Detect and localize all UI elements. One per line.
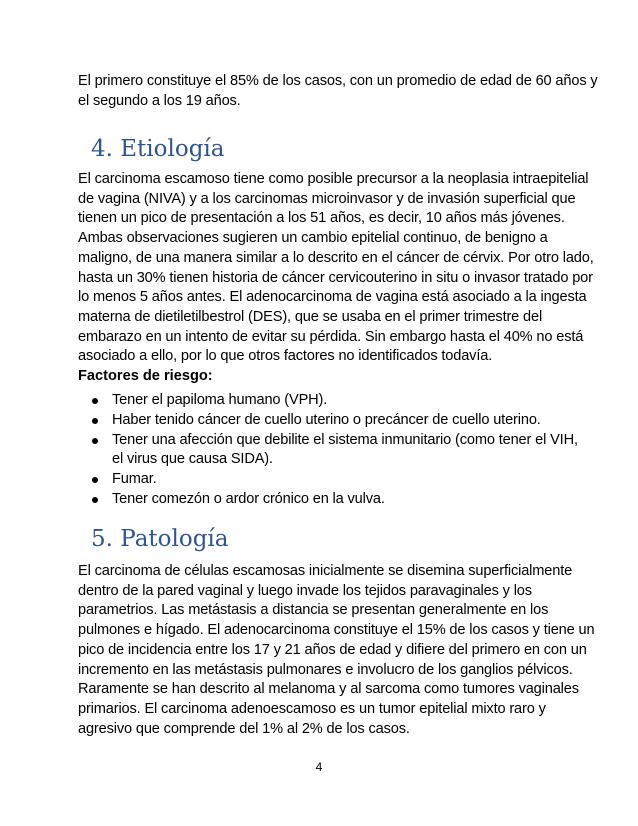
text-line: lo menos 5 años antes. El adenocarcinoma de vagina está asociado a la ingesta [78, 289, 587, 306]
text-line: incremento en las metástasis pulmonares e involucro de los ganglios pélvicos. [78, 661, 573, 678]
list-item-text: el virus que causa SIDA). [112, 451, 273, 468]
risk-factors-heading: Factores de riesgo: [78, 368, 213, 384]
list-item [78, 411, 578, 431]
list-item-text: Tener una afección que debilite el sistema inmunitario (como tener el VIH, [112, 431, 578, 448]
list-item [78, 470, 578, 490]
text-line: tienen un pico de presentación a los 51 años, es decir, 10 años más jóvenes. [78, 210, 565, 227]
text-line: El carcinoma de células escamosas inicialmente se disemina superficialmente [78, 563, 573, 579]
bullet-icon [92, 438, 98, 444]
list-item-text: Tener el papiloma humano (VPH). [112, 392, 328, 408]
list-item [78, 391, 578, 411]
text-line: dentro de la pared vaginal y luego invade los tejidos paravaginales y los [78, 582, 532, 599]
etiology-paragraph [78, 170, 594, 367]
page-number: 4 [315, 760, 323, 774]
bullet-icon [92, 497, 98, 503]
list-item [78, 490, 578, 510]
text-line: pulmones e hígado. El adenocarcinoma constituye el 15% de los casos y tiene un [78, 622, 595, 639]
list-item-text: Fumar. [112, 471, 157, 488]
section-4-heading: 4. Etiología [91, 136, 225, 162]
text-line: agresivo que comprende del 1% al 2% de los casos. [78, 720, 410, 737]
text-line: materna de dietiletilbestrol (DES), que se usaba en el primer trimestre del [78, 308, 543, 325]
list-item-text: Tener comezón o ardor crónico en la vulva. [112, 490, 385, 507]
section-5-heading: 5. Patología [91, 526, 229, 552]
text-line: el segundo a los 19 años. [78, 92, 241, 109]
text-line: El carcinoma escamoso tiene como posible precursor a la neoplasia intraepitelial [78, 171, 589, 187]
text-line: primarios. El carcinoma adenoescamoso es un tumor epitelial mixto raro y [78, 700, 546, 717]
list-item-text: Haber tenido cáncer de cuello uterino o precáncer de cuello uterino. [112, 411, 541, 428]
bullet-icon [92, 418, 98, 424]
text-line: Raramente se han descrito al melanoma y al sarcoma como tumores vaginales [78, 681, 579, 698]
intro-paragraph [78, 72, 598, 111]
text-line: asociado a ello, por lo que otros factores no identificados todavía. [78, 348, 493, 365]
text-line: maligno, de una manera similar a lo descrito en el cáncer de cérvix. Por otro lado, [78, 249, 594, 266]
bullet-icon [92, 398, 98, 404]
text-line: El primero constituye el 85% de los casos, con un promedio de edad de 60 años y [78, 73, 598, 89]
bullet-icon [92, 477, 98, 483]
text-line: parametrios. Las metástasis a distancia se presentan generalmente en los [78, 602, 549, 619]
pathology-paragraph [78, 562, 595, 739]
text-line: de vagina (NIVA) y a los carcinomas microinvasor y de invasión superficial que [78, 190, 576, 207]
list-item [78, 431, 578, 471]
text-line: embarazo en un intento de evitar su pérdida. Sin embargo hasta el 40% no está [78, 328, 584, 345]
text-line: pico de incidencia entre los 17 y 21 años de edad y difiere del primero en con un [78, 641, 587, 658]
text-line: Ambas observaciones sugieren un cambio epitelial continuo, de benigno a [78, 230, 548, 247]
risk-factors-list [78, 391, 578, 510]
text-line: hasta un 30% tienen historia de cáncer cervicouterino in situ o invasor tratado por [78, 269, 593, 286]
